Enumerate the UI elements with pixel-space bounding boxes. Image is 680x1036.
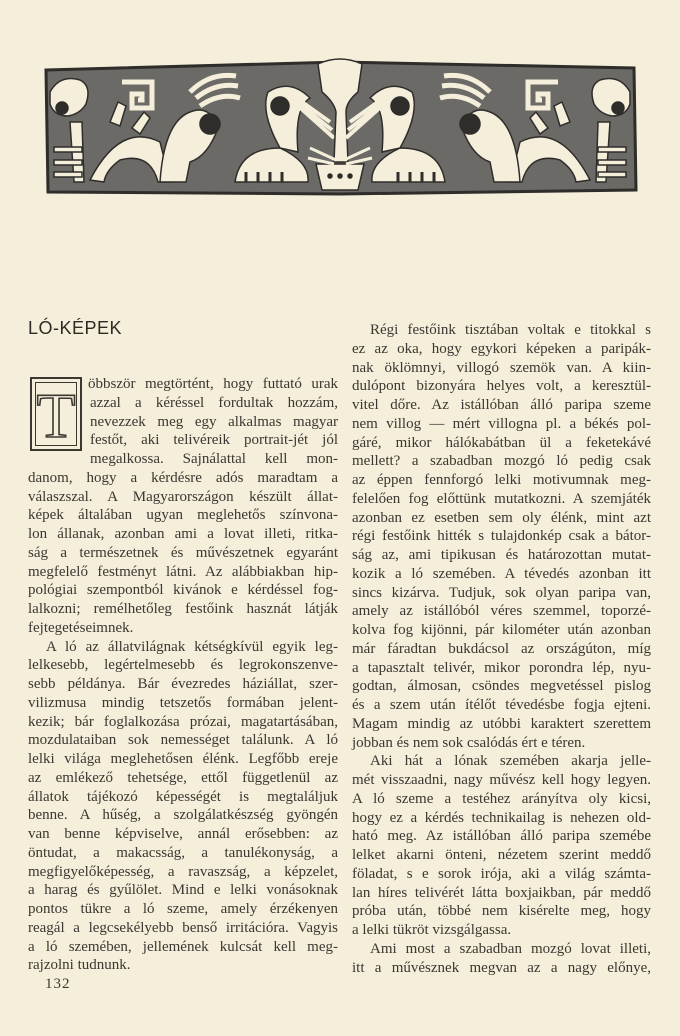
text-line: rajzolni tudnunk. [28,957,131,974]
text-line: a tapasztalt telivér, mikor porondra lép, nyu- [352,659,651,676]
text-line: azonban ez esetben sem oly élénk, mint azt [352,509,651,526]
text-line: benne. A hűség, a szolgálatkészség gyöngén [28,807,338,824]
left-column [28,375,338,975]
text-line: ez az oka, hogy egykori képeken a paripák- [352,340,651,357]
article-title: LÓ-KÉPEK [28,318,123,338]
text-line: lan híres telivérét látta boxjaikban, pár meddő [352,884,651,901]
text-line: nak öklömnyi, villogó szemök van. A kiin- [352,359,651,376]
text-line: mét visszaadni, nagy művész kell hogy legyen. [352,772,651,788]
text-line: Magam mindig az utóbbi karaktert szerettem [352,715,651,732]
text-line: godtan, álmosan, csöndes megvetéssel pislog [352,678,651,695]
text-line: a lelki tükröt vizsgálgassa. [352,922,512,938]
text-line: pológiai szempontból kivánok e kérdéssel fog- [28,582,338,599]
text-line: reagál a legcsekélyebb benső irritációra. Vagyis [28,919,338,936]
text-line: vitel dőre. Az istállóban álló paripa szeme [352,397,651,413]
text-line: felelően fog előttünk mutatkozni. A szemjáték [352,490,651,507]
paragraph [352,940,651,978]
text-line: képek általában ugyan meglehetős színvona- [28,507,338,524]
text-line: megfigyelőképesség, a ravaszság, a képzelet, [28,863,338,880]
text-line: sebb példánya. Bár évezredes háziállat, szer- [28,676,338,692]
header-ornament [40,52,640,202]
text-line: van benne képviselve, annál erősebben: az [28,826,338,842]
paragraph [352,321,651,752]
text-line: dulópont bizonyára helyes volt, a keresztül- [352,378,651,395]
text-line: megalkossa. Sajnálattal kell mon- [90,451,338,467]
text-line: festőt, aki telivéreik portrait-jét jól [90,432,338,449]
paragraph [352,752,651,940]
text-line: Aki hát a lónak szemében akarja jelle- [370,753,651,770]
text-line: mellett? a szabadban mozgó ló pedig csak [352,453,651,470]
text-line: azzal a kéréssel fordultak hozzám, [90,394,338,411]
page-number: 132 [45,976,71,992]
right-column [352,321,651,977]
text-line: Régi festőink tisztában voltak e titokkal s [370,322,651,338]
text-line: az éppen fennforgó lelki motivumnak meg- [352,472,651,488]
text-line: lelki világa meglehetősen élénk. Legfőbb ereje [28,751,338,767]
text-line: itt a művésznek megvan az a nagy előnye, [352,959,651,976]
text-line: öbbször megtörtént, hogy futtató urak [88,376,338,392]
text-line: lelkesebb, legértelmesebb és legrokonszenve- [28,657,338,674]
text-line: danom, hogy a kérdésre adós maradtam a [28,469,338,486]
text-line: válaszszal. A Magyarországon készült állat- [28,488,338,505]
text-line: nevezzek meg egy alkalmas magyar [90,413,338,430]
text-line: állatok tájékozó képességét is megtaláljuk [28,788,338,805]
text-line: mozdulataiban sok nemességet találunk. A ló [28,732,338,749]
paragraph [28,638,338,976]
text-line: a harag és gyűlölet. Mind e lelki vonásoknak [28,882,338,899]
text-line: kolva fog kijönni, pár kilométer után azonban [352,622,651,638]
text-line: a ló szemében, jellemének kulcsát kell meg- [28,938,338,955]
text-line: föladat, s e sorok irója, aki a világ számta- [352,865,651,882]
text-line: már fáradtan bukdácsol az országúton, míg [352,640,651,657]
text-line: hogy ez a kérdés technikailag is nehezen old- [352,809,651,826]
text-line: fejtegetéseimnek. [28,619,134,636]
text-line: lelket akarni önteni, nézetem szerint meddő [352,847,651,863]
text-line: lalkozni; remélhetőleg festőink hasznát látják [28,601,338,617]
text-line: amely az istállóból véres szemmel, toporzé- [352,603,651,620]
text-line: jobban és nem sok csalódás ért e téren. [352,734,586,751]
text-line: megfelelő festményt látni. Az alábbiakban hip- [28,563,338,580]
text-line: ság az, ami tipikusan és határozottan mutat- [352,547,651,563]
text-line: A ló az állatvilágnak kétségkívül egyik leg- [46,638,338,655]
text-line: kozik a ló szemében. A tévedés azonban itt [352,565,651,582]
paragraph [28,375,338,638]
text-line: kezik; bár foglalkozása prózai, magatartásában, [28,713,338,730]
text-line: lon állanak, azonban ami a lovat illeti, ritka- [28,526,338,542]
text-line: ható meg. Az istállóban álló paripa szemébe [352,828,651,845]
text-line: A ló szeme a testéhez arányítva oly kicsi, [352,790,651,807]
text-line: Ami most a szabadban mozgó lovat illeti, [370,940,651,957]
text-line: öntudat, a makacsság, a tanulékonyság, a [28,844,338,861]
text-line: ság a természetnek és művészetnek egyaránt [28,544,338,561]
text-line: pontos tükre a ló szeme, amely érzékenyen [28,901,338,917]
text-line: és a szem után ítélőt tévedésbe fogja ejteni. [352,697,651,713]
drop-cap-letter: T [36,380,76,451]
text-line: sincs kizárva. Tudjuk, sok olyan paripa van, [352,584,651,601]
text-line: próba után, többé nem kisérelte meg, hogy [352,903,651,920]
text-line: nem villog — mért villogna pl. a békés pol- [352,415,651,432]
text-line: gáré, mikor hálókabátban ül a feketekávé [352,434,651,451]
text-line: vilizmusa mindig tetszetős formában jelent- [28,694,338,711]
text-line: régi festőink hitték s tulajdonkép csak a bátor- [352,528,651,545]
text-line: az emlékező tehetsége, ettől függetlenül az [28,769,338,786]
